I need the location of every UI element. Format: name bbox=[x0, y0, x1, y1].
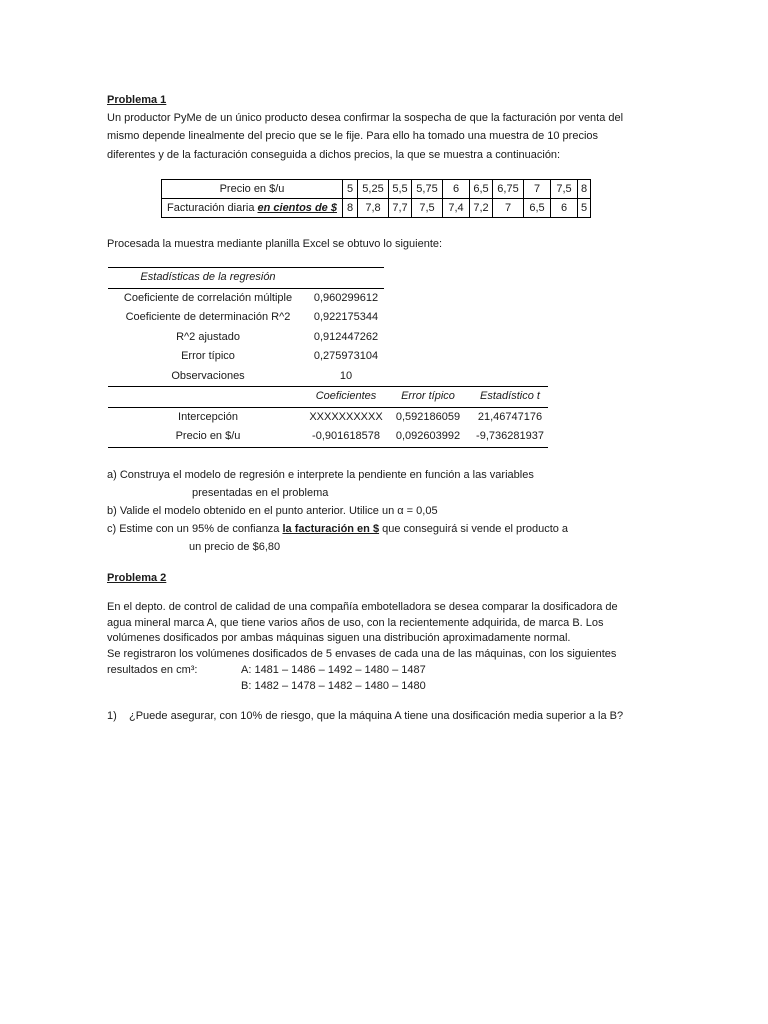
revenue-cell: 7 bbox=[493, 199, 524, 218]
price-row-label: Precio en $/u bbox=[162, 180, 343, 199]
price-cell: 6 bbox=[443, 180, 470, 199]
question-c-line-2: un precio de $6,80 bbox=[189, 541, 281, 553]
stats-value: 10 bbox=[339, 369, 353, 382]
blank-cell bbox=[384, 308, 472, 328]
revenue-cell: 7,4 bbox=[443, 199, 470, 218]
coef-header: Coeficientes bbox=[308, 387, 384, 408]
stats-label: Observaciones bbox=[171, 369, 245, 382]
revenue-cell: 7,2 bbox=[470, 199, 493, 218]
results-label: resultados en cm³: bbox=[107, 664, 198, 676]
blank-cell bbox=[384, 367, 472, 387]
stats-value: 0,922175344 bbox=[313, 311, 379, 324]
revenue-cell: 8 bbox=[343, 199, 358, 218]
stats-value: 0,275973104 bbox=[313, 350, 379, 363]
regression-output-table bbox=[108, 267, 548, 448]
blank-cell bbox=[472, 367, 548, 387]
revenue-unit-emphasis: en cientos de $ bbox=[257, 202, 337, 214]
price-cell: 5,75 bbox=[412, 180, 443, 199]
question-a-line-2: presentadas en el problema bbox=[192, 487, 329, 499]
coef-header: Estadístico t bbox=[472, 387, 548, 408]
coef-header-row bbox=[108, 387, 548, 408]
problem-1-intro-line-2: mismo depende linealmente del precio que se le fije. Para ello ha tomado una muestra de 10 precios bbox=[107, 130, 599, 142]
blank-cell bbox=[384, 288, 472, 308]
stats-row bbox=[108, 367, 548, 387]
price-cell: 7,5 bbox=[551, 180, 578, 199]
coef-label: Intercepción bbox=[178, 410, 238, 423]
machine-b-values: B: 1482 – 1478 – 1482 – 1480 – 1480 bbox=[241, 680, 426, 692]
price-cell: 6,75 bbox=[493, 180, 524, 199]
revenue-row-label bbox=[162, 199, 343, 218]
stats-header-row bbox=[108, 268, 548, 289]
stats-row bbox=[108, 288, 548, 308]
price-cell: 5,25 bbox=[358, 180, 389, 199]
stats-row bbox=[108, 347, 548, 367]
blank-cell bbox=[108, 387, 308, 408]
coef-t: 21,46747176 bbox=[477, 410, 543, 423]
machine-a-values: A: 1481 – 1486 – 1492 – 1480 – 1487 bbox=[241, 664, 426, 676]
blank-cell bbox=[472, 268, 548, 289]
blank-cell bbox=[472, 328, 548, 348]
blank-cell bbox=[472, 308, 548, 328]
question-a-line-1: a) Construya el modelo de regresión e interprete la pendiente en función a las variables bbox=[107, 469, 534, 481]
stats-header-spacer bbox=[308, 268, 384, 289]
coef-value: -0,901618578 bbox=[308, 427, 384, 447]
question-1-number: 1) bbox=[107, 710, 117, 722]
problem-2-title: Problema 2 bbox=[107, 572, 167, 584]
price-cell: 6,5 bbox=[470, 180, 493, 199]
problem-2-line-2: agua mineral marca A, que tiene varios años de uso, con la recientemente adquirida, de marca B. Los bbox=[107, 617, 604, 629]
price-cell: 8 bbox=[578, 180, 591, 199]
stats-value: 0,912447262 bbox=[313, 330, 379, 343]
stats-label: R^2 ajustado bbox=[176, 330, 240, 343]
coef-error: 0,592186059 bbox=[395, 410, 461, 423]
price-cell: 7 bbox=[524, 180, 551, 199]
problem-2-line-3: volúmenes dosificados por ambas máquinas siguen una distribución aproximadamente normal. bbox=[107, 632, 571, 644]
revenue-cell: 7,8 bbox=[358, 199, 389, 218]
problem-2-line-4: Se registraron los volúmenes dosificados de 5 envases de cada una de las máquinas, con los siguientes bbox=[107, 648, 617, 660]
coef-error: 0,092603992 bbox=[384, 427, 472, 447]
question-b: b) Valide el modelo obtenido en el punto anterior. Utilice un α = 0,05 bbox=[107, 505, 438, 517]
question-c-post: que conseguirá si vende el producto a bbox=[379, 523, 569, 535]
blank-cell bbox=[472, 347, 548, 367]
revenue-cell: 6,5 bbox=[524, 199, 551, 218]
blank-cell bbox=[384, 328, 472, 348]
coef-row bbox=[108, 407, 548, 427]
coef-row bbox=[108, 427, 548, 447]
stats-header: Estadísticas de la regresión bbox=[108, 268, 308, 289]
coef-label: Precio en $/u bbox=[108, 427, 308, 447]
stats-row bbox=[108, 328, 548, 348]
stats-label: Coeficiente de correlación múltiple bbox=[123, 291, 293, 304]
question-c-pre: c) Estime con un 95% de confianza bbox=[107, 523, 283, 535]
revenue-row bbox=[162, 199, 591, 218]
stats-value: 0,960299612 bbox=[313, 291, 379, 304]
revenue-cell: 7,5 bbox=[412, 199, 443, 218]
price-cell: 5,5 bbox=[389, 180, 412, 199]
problem-2-line-1: En el depto. de control de calidad de una compañía embotelladora se desea comparar la dosificadora de bbox=[107, 601, 618, 613]
question-c-emphasis: la facturación en $ bbox=[282, 523, 380, 535]
price-revenue-table bbox=[161, 179, 591, 218]
revenue-cell: 5 bbox=[578, 199, 591, 218]
blank-cell bbox=[472, 288, 548, 308]
price-row bbox=[162, 180, 591, 199]
blank-cell bbox=[384, 347, 472, 367]
price-cell: 5 bbox=[343, 180, 358, 199]
question-1-text: ¿Puede asegurar, con 10% de riesgo, que la máquina A tiene una dosificación media superior a la B? bbox=[129, 710, 624, 722]
coef-value: XXXXXXXXXX bbox=[309, 410, 383, 423]
stats-label: Error típico bbox=[181, 350, 235, 363]
revenue-label-text: Facturación diaria bbox=[167, 202, 258, 214]
problem-1-title: Problema 1 bbox=[107, 94, 167, 106]
stats-row bbox=[108, 308, 548, 328]
problem-1-intro-line-3: diferentes y de la facturación conseguida a dichos precios, la que se muestra a continuación: bbox=[107, 149, 561, 161]
blank-cell bbox=[384, 268, 472, 289]
coef-header: Error típico bbox=[384, 387, 472, 408]
coef-t: -9,736281937 bbox=[472, 427, 548, 447]
excel-intro: Procesada la muestra mediante planilla Excel se obtuvo lo siguiente: bbox=[107, 238, 443, 250]
stats-label: Coeficiente de determinación R^2 bbox=[125, 311, 291, 324]
question-c-line-1 bbox=[107, 522, 568, 536]
revenue-cell: 7,7 bbox=[389, 199, 412, 218]
problem-1-intro-line-1: Un productor PyMe de un único producto desea confirmar la sospecha de que la facturación por venta del bbox=[107, 112, 624, 124]
revenue-cell: 6 bbox=[551, 199, 578, 218]
